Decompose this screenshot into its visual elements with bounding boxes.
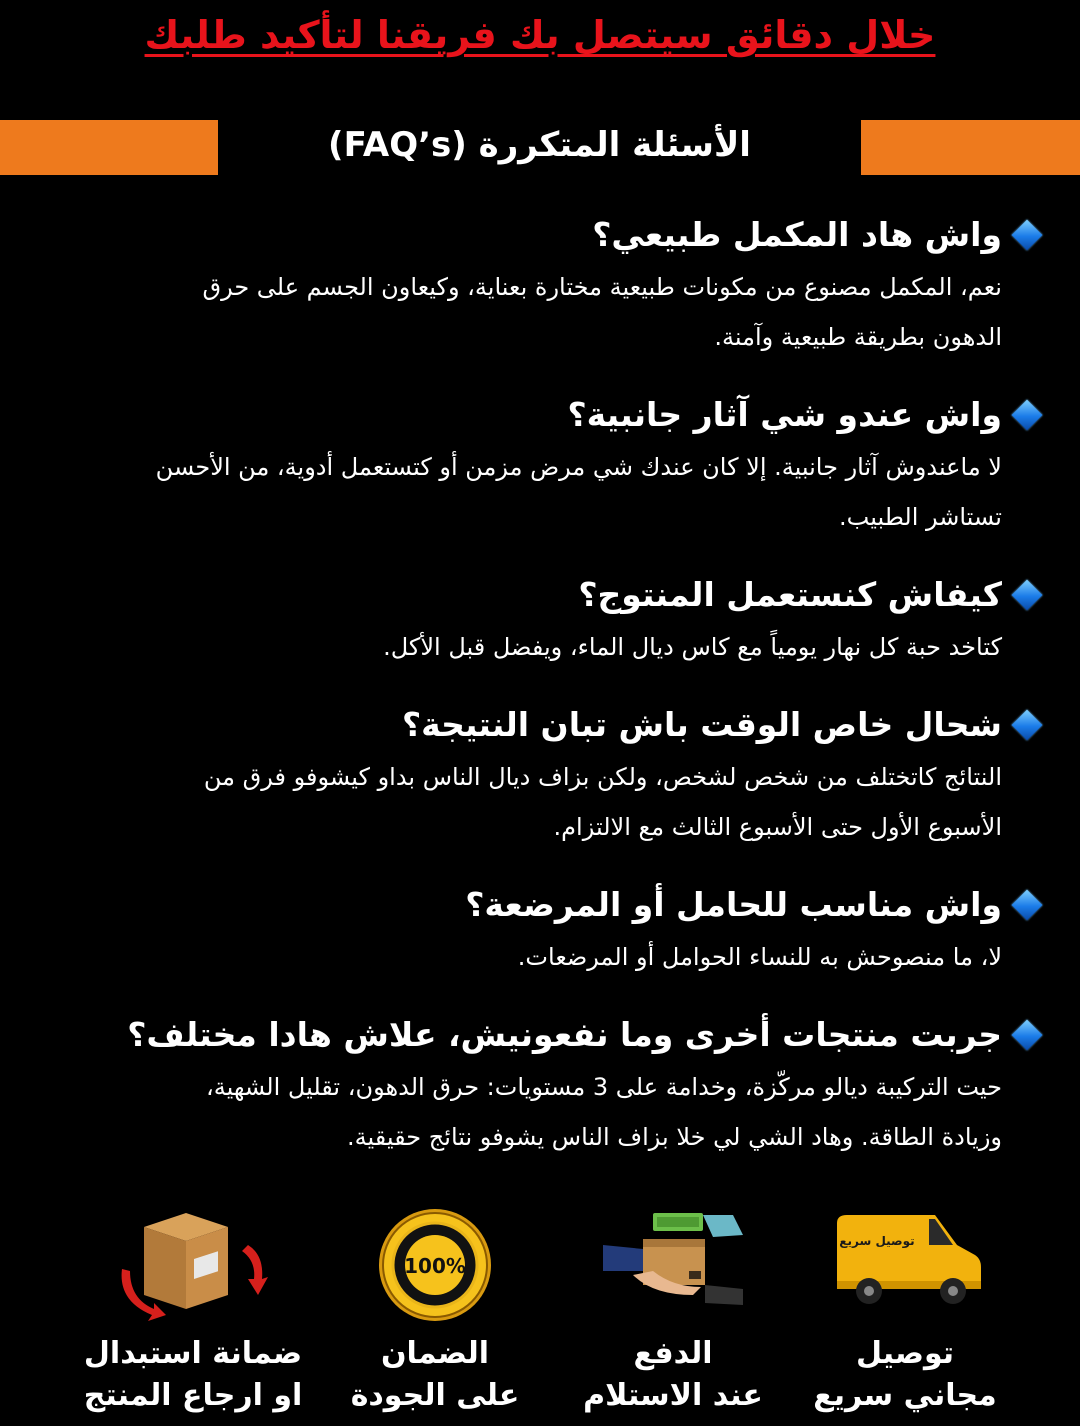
faq-item — [26, 878, 1046, 982]
faq-question — [26, 698, 1046, 752]
faq-item — [26, 388, 1046, 542]
faq-answer-line: تستاشر الطبيب. — [839, 503, 1002, 531]
faq-answer-line: لا ماعندوش آثار جانبية. إلا كان عندك شي مرض مزمن أو كتستعمل أدوية، من الأحسن — [155, 453, 1002, 481]
faq-answer-line: الدهون بطريقة طبيعية وآمنة. — [714, 323, 1002, 351]
van-text: توصيل سريع — [839, 1234, 915, 1248]
faq-question-text: واش هاد المكمل طبيعي؟ — [592, 215, 1002, 254]
feature-label — [68, 1333, 318, 1417]
blue-diamond-icon — [1011, 579, 1042, 610]
faq-answer-line: النتائج كاتختلف من شخص لشخص، ولكن بزاف ديال الناس بداو كيشوفو فرق من — [203, 763, 1002, 791]
blue-diamond-icon — [1011, 219, 1042, 250]
faq-item — [26, 1008, 1046, 1162]
confirm-order-link[interactable]: خلال دقائق سيتصل بك فريقنا لتأكيد طلبك — [144, 13, 936, 57]
badge-percent-text: 100% — [404, 1254, 466, 1278]
feature-label-line: عند الاستلام — [583, 1378, 763, 1413]
delivery-van-icon — [825, 1205, 985, 1315]
feature-cash-on-delivery — [548, 1205, 798, 1426]
faq-item — [26, 208, 1046, 362]
faq-question — [26, 568, 1046, 622]
feature-label-line: او ارجاع المنتج — [83, 1378, 303, 1413]
faq-answer — [26, 1062, 1046, 1162]
blue-diamond-icon — [1011, 709, 1042, 740]
blue-diamond-icon — [1011, 399, 1042, 430]
faq-answer — [26, 932, 1046, 982]
feature-quality-guarantee — [310, 1205, 560, 1426]
faq-answer-line: كتاخد حبة كل نهار يومياً مع كاس ديال الماء، ويفضل قبل الأكل. — [383, 633, 1002, 661]
faq-answer-line: لا، ما منصوحش به للنساء الحوامل أو المرضعات. — [517, 943, 1002, 971]
faq-question — [26, 1008, 1046, 1062]
features-row — [0, 1205, 1080, 1426]
quality-badge-icon — [355, 1205, 515, 1325]
faq-question-text: واش عندو شي آثار جانبية؟ — [567, 395, 1002, 434]
feature-label-line: على الجودة — [350, 1378, 520, 1413]
feature-label-line: توصيل — [855, 1336, 955, 1371]
blue-diamond-icon — [1011, 889, 1042, 920]
faq-answer — [26, 752, 1046, 852]
faq-question-text: واش مناسب للحامل أو المرضعة؟ — [465, 885, 1002, 924]
faq-heading-row — [0, 120, 1080, 175]
faq-question-text: كيفاش كنستعمل المنتوج؟ — [578, 575, 1002, 614]
faq-answer-line: الأسبوع الأول حتى الأسبوع الثالث مع الالتزام. — [553, 813, 1002, 841]
feature-label — [548, 1333, 798, 1417]
faq-question — [26, 388, 1046, 442]
feature-label — [780, 1333, 1030, 1417]
feature-label-line: الضمان — [380, 1336, 490, 1371]
faq-item — [26, 568, 1046, 672]
orange-bar-left — [0, 120, 218, 175]
feature-label-line: مجاني سريع — [813, 1378, 997, 1413]
feature-label-line: الدفع — [633, 1336, 713, 1371]
faq-question-text: جربت منتجات أخرى وما نفعونيش، علاش هادا مختلف؟ — [127, 1015, 1002, 1054]
faq-answer-line: حيت التركيبة ديالو مركّزة، وخدامة على 3 مستويات: حرق الدهون، تقليل الشهية، — [205, 1073, 1002, 1101]
faq-answer — [26, 622, 1046, 672]
feature-label-line: ضمانة استبدال — [83, 1336, 303, 1371]
cash-on-delivery-icon — [593, 1205, 753, 1315]
faq-answer-line: نعم، المكمل مصنوع من مكونات طبيعية مختارة بعناية، وكيعاون الجسم على حرق — [202, 273, 1002, 301]
faq-answer — [26, 442, 1046, 542]
faq-question-text: شحال خاص الوقت باش تبان النتيجة؟ — [402, 705, 1002, 744]
faq-answer — [26, 262, 1046, 362]
orange-bar-right — [861, 120, 1080, 175]
faq-list — [26, 208, 1046, 1188]
blue-diamond-icon — [1011, 1019, 1042, 1050]
faq-answer-line: وزيادة الطاقة. وهاد الشي لي خلا بزاف الناس يشوفو نتائج حقيقية. — [347, 1123, 1002, 1151]
faq-item — [26, 698, 1046, 852]
feature-free-delivery — [780, 1205, 1030, 1426]
faq-question — [26, 208, 1046, 262]
return-box-icon — [108, 1205, 278, 1325]
faq-title: الأسئلة المتكررة (FAQ’s) — [328, 125, 751, 165]
feature-label — [310, 1333, 560, 1417]
faq-question — [26, 878, 1046, 932]
feature-return-guarantee — [68, 1205, 318, 1426]
